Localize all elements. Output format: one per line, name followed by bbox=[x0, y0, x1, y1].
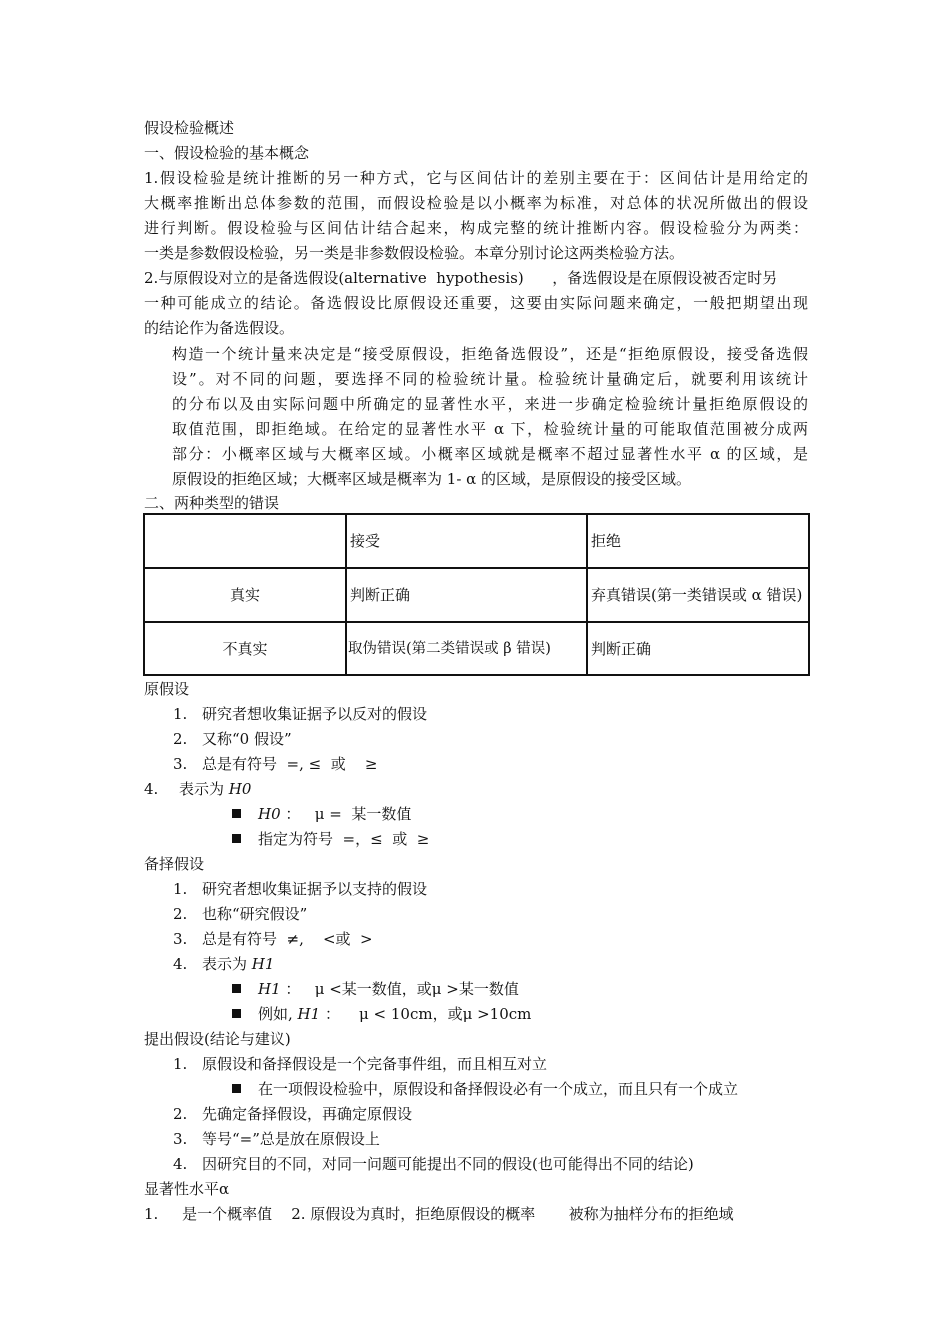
list-number: 4. bbox=[144, 780, 159, 798]
list-item-text: 总是有符号 ≠, <或 > bbox=[202, 930, 373, 948]
paragraph-line: 一种可能成立的结论。备选假设比原假设还重要，这要由实际问题来确定，一般把期望出现 bbox=[144, 294, 808, 312]
table-corner-cell bbox=[144, 514, 346, 568]
square-bullet-icon bbox=[232, 1084, 241, 1093]
symbol-h1: H1 bbox=[258, 980, 281, 998]
list-item-text: 原假设和备择假设是一个完备事件组，而且相互对立 bbox=[202, 1055, 548, 1073]
paragraph-line: 设”。对不同的问题，要选择不同的检验统计量。检验统计量确定后，就要利用该统计 bbox=[172, 370, 808, 388]
list-item bbox=[173, 1127, 380, 1151]
list-number: 2. bbox=[173, 730, 188, 748]
list-item bbox=[173, 1152, 694, 1176]
list-item bbox=[173, 952, 274, 976]
list-item-text: 研究者想收集证据予以支持的假设 bbox=[202, 880, 428, 898]
list-number: 2. bbox=[173, 1105, 188, 1123]
paragraph-line: 取值范围，即拒绝域。在给定的显著性水平 α 下，检验统计量的可能取值范围被分成两 bbox=[172, 420, 808, 438]
list-number: 3. bbox=[173, 1130, 188, 1148]
table-header-accept: 接受 bbox=[346, 514, 587, 568]
paragraph-line: 一类是参数假设检验，另一类是非参数假设检验。本章分别讨论这两类检验方法。 bbox=[144, 244, 685, 262]
paragraph-line: 进行判断。假设检验与区间估计结合起来，构成完整的统计推断内容。假设检验分为两类： bbox=[144, 219, 808, 237]
list-number: 3. bbox=[173, 755, 188, 773]
list-number: 3. bbox=[173, 930, 188, 948]
square-bullet-icon bbox=[232, 1009, 241, 1018]
paragraph-line: 构造一个统计量来决定是“接受原假设，拒绝备选假设”，还是“拒绝原假设，接受备选假 bbox=[172, 345, 808, 363]
symbol-h1: H1 bbox=[297, 1005, 321, 1023]
list-item bbox=[173, 1052, 547, 1076]
paragraph-line: 的分布以及由实际问题中所确定的显著性水平，来进一步确定检验统计量拒绝原假设的 bbox=[172, 395, 808, 413]
error-types-table bbox=[143, 513, 810, 676]
paragraph-line: 部分：小概率区域与大概率区域。小概率区域就是概率不超过显著性水平 α 的区域，是 bbox=[172, 445, 808, 463]
list-item bbox=[173, 702, 427, 726]
list-item-text: 表示为 bbox=[202, 955, 248, 973]
list-item bbox=[173, 752, 377, 776]
bullet-prefix: 例如, bbox=[258, 1005, 298, 1023]
paragraph-line: 2.与原假设对立的是备选假设(alternative hypothesis) ，备选假设是在原假设被否定时另 bbox=[144, 269, 778, 287]
table-header-row bbox=[144, 514, 809, 568]
document-title: 假设检验概述 bbox=[144, 119, 235, 137]
list-number: 1. bbox=[173, 1055, 188, 1073]
paragraph-line: 1.假设检验是统计推断的另一种方式，它与区间估计的差别主要在于：区间估计是用给定的 bbox=[144, 169, 808, 187]
square-bullet-icon bbox=[232, 984, 241, 993]
section-heading-basic-concepts: 一、假设检验的基本概念 bbox=[144, 144, 310, 162]
bullet-text: 在一项假设检验中，原假设和备择假设必有一个成立，而且只有一个成立 bbox=[258, 1080, 739, 1098]
list-item bbox=[173, 927, 373, 951]
table-cell: 判断正确 bbox=[587, 622, 809, 675]
list-item bbox=[144, 777, 251, 801]
table-cell: 取伪错误(第二类错误或 β 错误) bbox=[346, 622, 587, 675]
list-item bbox=[173, 877, 427, 901]
list-item-text: 先确定备择假设，再确定原假设 bbox=[202, 1105, 413, 1123]
list-number: 1. bbox=[173, 705, 188, 723]
table-row-label: 真实 bbox=[144, 568, 346, 622]
list-item bbox=[173, 1102, 412, 1126]
list-item-text: 又称“0 假设” bbox=[202, 730, 292, 748]
significance-heading: 显著性水平α bbox=[144, 1180, 230, 1198]
list-item-text: 因研究目的不同，对同一问题可能提出不同的假设(也可能得出不同的结论) bbox=[202, 1155, 694, 1173]
bullet-text: ： μ <某一数值，或μ >某一数值 bbox=[280, 980, 519, 998]
bullet-text: 指定为符号 =，≤ 或 ≥ bbox=[258, 830, 430, 848]
square-bullet-icon bbox=[232, 809, 241, 818]
bullet-item bbox=[232, 1002, 531, 1026]
proposing-heading: 提出假设(结论与建议) bbox=[144, 1030, 291, 1048]
paragraph-line: 的结论作为备选假设。 bbox=[144, 319, 295, 337]
list-item bbox=[173, 902, 307, 926]
list-item-text: 总是有符号 =, ≤ 或 ≥ bbox=[202, 755, 378, 773]
list-item-text: 也称“研究假设” bbox=[202, 905, 308, 923]
paragraph-line: 原假设的拒绝区域；大概率区域是概率为 1- α 的区域，是原假设的接受区域。 bbox=[172, 470, 692, 488]
bullet-item bbox=[232, 827, 429, 851]
table-row-label: 不真实 bbox=[144, 622, 346, 675]
bullet-text: ： μ = 某一数值 bbox=[280, 805, 412, 823]
table-row bbox=[144, 568, 809, 622]
alt-hypothesis-heading: 备择假设 bbox=[144, 855, 205, 873]
symbol-h1: H1 bbox=[251, 955, 275, 973]
table-cell: 判断正确 bbox=[346, 568, 587, 622]
table-cell: 弃真错误(第一类错误或 α 错误) bbox=[587, 568, 809, 622]
table-header-reject: 拒绝 bbox=[587, 514, 809, 568]
bullet-item bbox=[232, 1077, 738, 1101]
bullet-item bbox=[232, 802, 411, 826]
list-number: 2. bbox=[173, 905, 188, 923]
section-heading-two-error-types: 二、两种类型的错误 bbox=[144, 494, 280, 512]
significance-line: 1. 是一个概率值 2. 原假设为真时，拒绝原假设的概率 被称为抽样分布的拒绝域 bbox=[144, 1205, 734, 1223]
paragraph-line: 大概率推断出总体参数的范围，而假设检验是以小概率为标准，对总体的状况所做出的假设 bbox=[144, 194, 808, 212]
square-bullet-icon bbox=[232, 834, 241, 843]
list-item-text: 研究者想收集证据予以反对的假设 bbox=[202, 705, 428, 723]
symbol-h0: H0 bbox=[258, 805, 281, 823]
symbol-h0: H0 bbox=[228, 780, 252, 798]
list-number: 4. bbox=[173, 955, 188, 973]
bullet-item bbox=[232, 977, 519, 1001]
table-row bbox=[144, 622, 809, 675]
bullet-text: ： μ < 10cm，或μ >10cm bbox=[320, 1005, 532, 1023]
list-item bbox=[173, 727, 292, 751]
list-number: 4. bbox=[173, 1155, 188, 1173]
list-item-text: 表示为 bbox=[179, 780, 225, 798]
list-number: 1. bbox=[173, 880, 188, 898]
null-hypothesis-heading: 原假设 bbox=[144, 680, 190, 698]
list-item-text: 等号“=”总是放在原假设上 bbox=[202, 1130, 380, 1148]
